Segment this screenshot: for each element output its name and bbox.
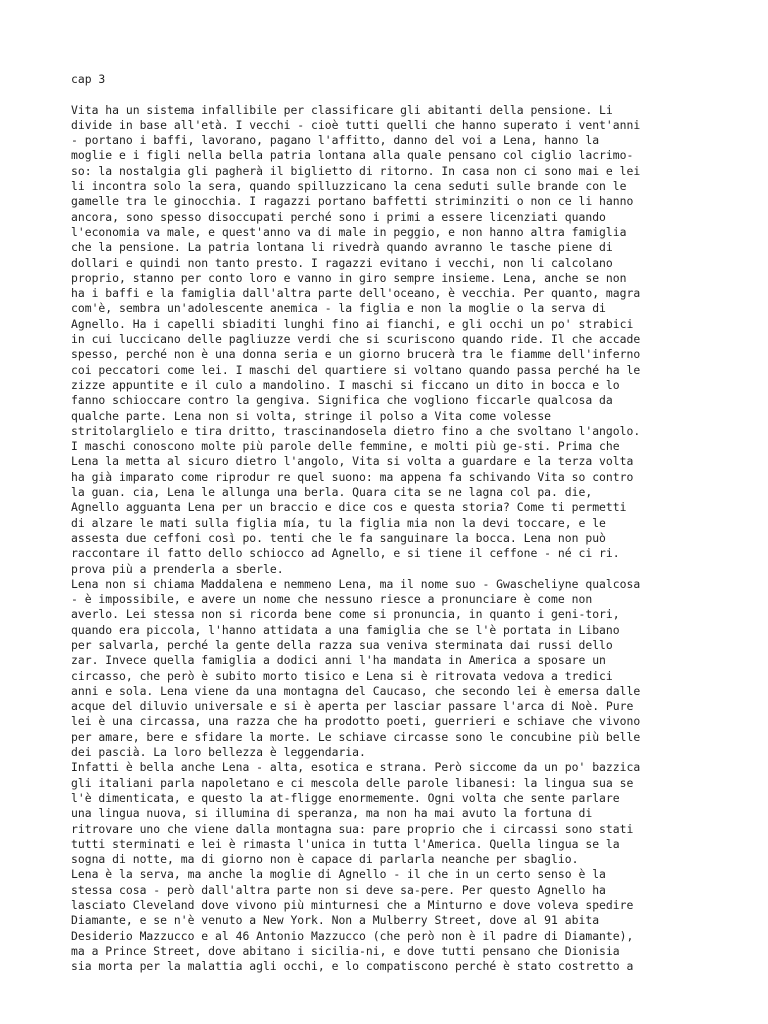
text-line: acque del diluvio universale e si è aperta per lasciar passare l'arca di Noè. Pure [71, 699, 634, 714]
text-line: Lena è la serva, ma anche la moglie di Agnello - il che in un certo senso è la [71, 867, 606, 882]
text-line: qualche parte. Lena non si volta, stringe il polso a Vita come volesse [71, 408, 552, 423]
text-line: Vita ha un sistema infallibile per classificare gli abitanti della pensione. Li [71, 102, 613, 117]
text-line: una lingua nuova, si illumina di speranza, ma non ha mai avuto la fortuna di [71, 806, 593, 821]
text-line: zar. Invece quella famiglia a dodici anni l'ha mandata in America a sposare un [71, 653, 606, 668]
text-line: ha già imparato come riprodur re quel suono: ma appena fa schivando Vita so contro [71, 469, 634, 484]
text-line: Infatti è bella anche Lena - alta, esotica e strana. Però siccome da un po' bazzica [71, 760, 641, 775]
text-line: spesso, perché non è una donna seria e un giorno brucerà tra le fiamme dell'inferno [71, 347, 641, 362]
text-line: com'è, sembra un'adolescente anemica - la figlia e non la moglie o la serva di [71, 301, 606, 316]
text-line: gli italiani parla napoletano e ci mescola delle parole libanesi: la lingua sua se [71, 775, 634, 790]
text-line: I maschi conoscono molte più parole delle femmine, e molti più ge-sti. Prima che [71, 439, 620, 454]
text-line: l'economia va male, e quest'anno va di male in peggio, e non hanno altra famiglia [71, 224, 627, 239]
text-line: zizze appuntite e il culo a mandolino. I maschi si ficcano un dito in bocca e lo [71, 377, 620, 392]
text-line: divide in base all'età. I vecchi - cioè tutti quelli che hanno superato i vent'anni [71, 117, 641, 132]
text-line: dollari e quindi non tanto presto. I ragazzi evitano i vecchi, non li calcolano [71, 255, 613, 270]
text-line: in cui luccicano delle pagliuzze verdi che si scuriscono quando ride. Il che accade [71, 332, 641, 347]
text-line: di alzare le mati sulla figlia mía, tu la figlia mia non la devi toccare, e le [71, 515, 606, 530]
text-line: so: la nostalgia gli pagherà il biglietto di ritorno. In casa non ci sono mai e lei [71, 163, 641, 178]
text-line: ma a Prince Street, dove abitano i sicilia-ni, e dove tutti pensano che Dionisia [71, 943, 620, 958]
text-line: ha i baffi e la famiglia dall'altra parte dell'oceano, è vecchia. Per quanto, magra [71, 286, 641, 301]
text-line: Diamante, e se n'è venuto a New York. Non a Mulberry Street, dove al 91 abita [71, 913, 600, 928]
text-line: moglie e i figli nella bella patria lontana alla quale pensano col ciglio lacrimo- [71, 148, 634, 163]
text-line: gamelle tra le ginocchia. I ragazzi portano baffetti striminziti o non ce li hanno [71, 194, 634, 209]
text-line: per amare, bere e sfidare la morte. Le schiave circasse sono le concubine più belle [71, 729, 641, 744]
chapter-heading: cap 3 [71, 72, 106, 86]
text-line: ritrovare uno che viene dalla montagna sua: pare proprio che i circassi sono stati [71, 821, 634, 836]
text-line: prova più a prenderla a sberle. [71, 561, 284, 576]
text-line: proprio, stanno per conto loro e vanno in giro sempre insieme. Lena, anche se non [71, 270, 627, 285]
text-line: che la pensione. La patria lontana li rivedrà quando avranno le tasche piene di [71, 240, 613, 255]
text-line: ancora, sono spesso disoccupati perché sono i primi a essere licenziati quando [71, 209, 606, 224]
text-line: fanno schioccare contro la gengiva. Significa che vogliono ficcarle qualcosa da [71, 393, 613, 408]
text-line: sogna di notte, ma di giorno non è capace di parlarla neanche per sbaglio. [71, 852, 579, 867]
text-line: per salvarla, perché la gente della razza sua veniva sterminata dai russi dello [71, 637, 613, 652]
text-line: assesta due ceffoni così po. tenti che le fa sanguinare la bocca. Lena non può [71, 530, 606, 545]
text-line: Lena non si chiama Maddalena e nemmeno Lena, ma il nome suo - Gwascheliyne qualcosa [71, 576, 641, 591]
text-line: - è impossibile, e avere un nome che nessuno riesce a pronunciare è come non [71, 592, 593, 607]
text-line: Agnello. Ha i capelli sbiaditi lunghi fino ai fianchi, e gli occhi un po' strabici [71, 316, 634, 331]
text-line: coi peccatori come lei. I maschi del quartiere si voltano quando passa perché ha le [71, 362, 641, 377]
text-line: quando era piccola, l'hanno attidata a una famiglia che se l'è portata in Libano [71, 622, 620, 637]
text-line: Agnello agguanta Lena per un braccio e dice cos e questa storia? Come ti permetti [71, 500, 627, 515]
text-line: l'è dimenticata, e questo la at-fligge enormemente. Ogni volta che sente parlare [71, 790, 620, 805]
text-line: li incontra solo la sera, quando spilluzzicano la cena seduti sulle brande con le [71, 179, 627, 194]
text-line: la guan. cia, Lena le allunga una berla. Quara cita se ne lagna col pa. die, [71, 485, 593, 500]
text-line: Lena la metta al sicuro dietro l'angolo, Vita si volta a guardare e la terza volta [71, 454, 634, 469]
text-line: averlo. Lei stessa non si ricorda bene come si pronuncia, in quanto i geni-tori, [71, 607, 620, 622]
text-line: raccontare il fatto dello schiocco ad Agnello, e si tiene il ceffone - né ci ri. [71, 546, 620, 561]
text-line: tutti sterminati e lei è rimasta l'unica in tutta l'America. Quella lingua se la [71, 836, 620, 851]
text-line: circasso, che però è subito morto tisico e Lena si è ritrovata vedova a tredici [71, 668, 613, 683]
blank-line [71, 87, 761, 102]
text-line: anni e sola. Lena viene da una montagna del Caucaso, che secondo lei è emersa dalle [71, 683, 641, 698]
document-page [71, 72, 761, 975]
text-line: dei pascià. La loro bellezza è leggendaria. [71, 745, 366, 760]
text-line: stritolarglielo e tira dritto, trascinandosela dietro fino a che svoltano l'angolo. [71, 423, 641, 438]
text-line: lasciato Cleveland dove vivono più minturnesi che a Minturno e dove voleva spedire [71, 898, 634, 913]
text-line: lei è una circassa, una razza che ha prodotto poeti, guerrieri e schiave che vivono [71, 714, 641, 729]
text-line: Desiderio Mazzucco e al 46 Antonio Mazzucco (che però non è il padre di Diamante), [71, 928, 634, 943]
text-line: - portano i baffi, lavorano, pagano l'affitto, danno del voi a Lena, hanno la [71, 133, 600, 148]
text-line: stessa cosa - però dall'altra parte non si deve sa-pere. Per questo Agnello ha [71, 882, 606, 897]
body-text [71, 103, 761, 975]
text-line: sia morta per la malattia agli occhi, e lo compatiscono perché è stato costretto a [71, 959, 634, 974]
